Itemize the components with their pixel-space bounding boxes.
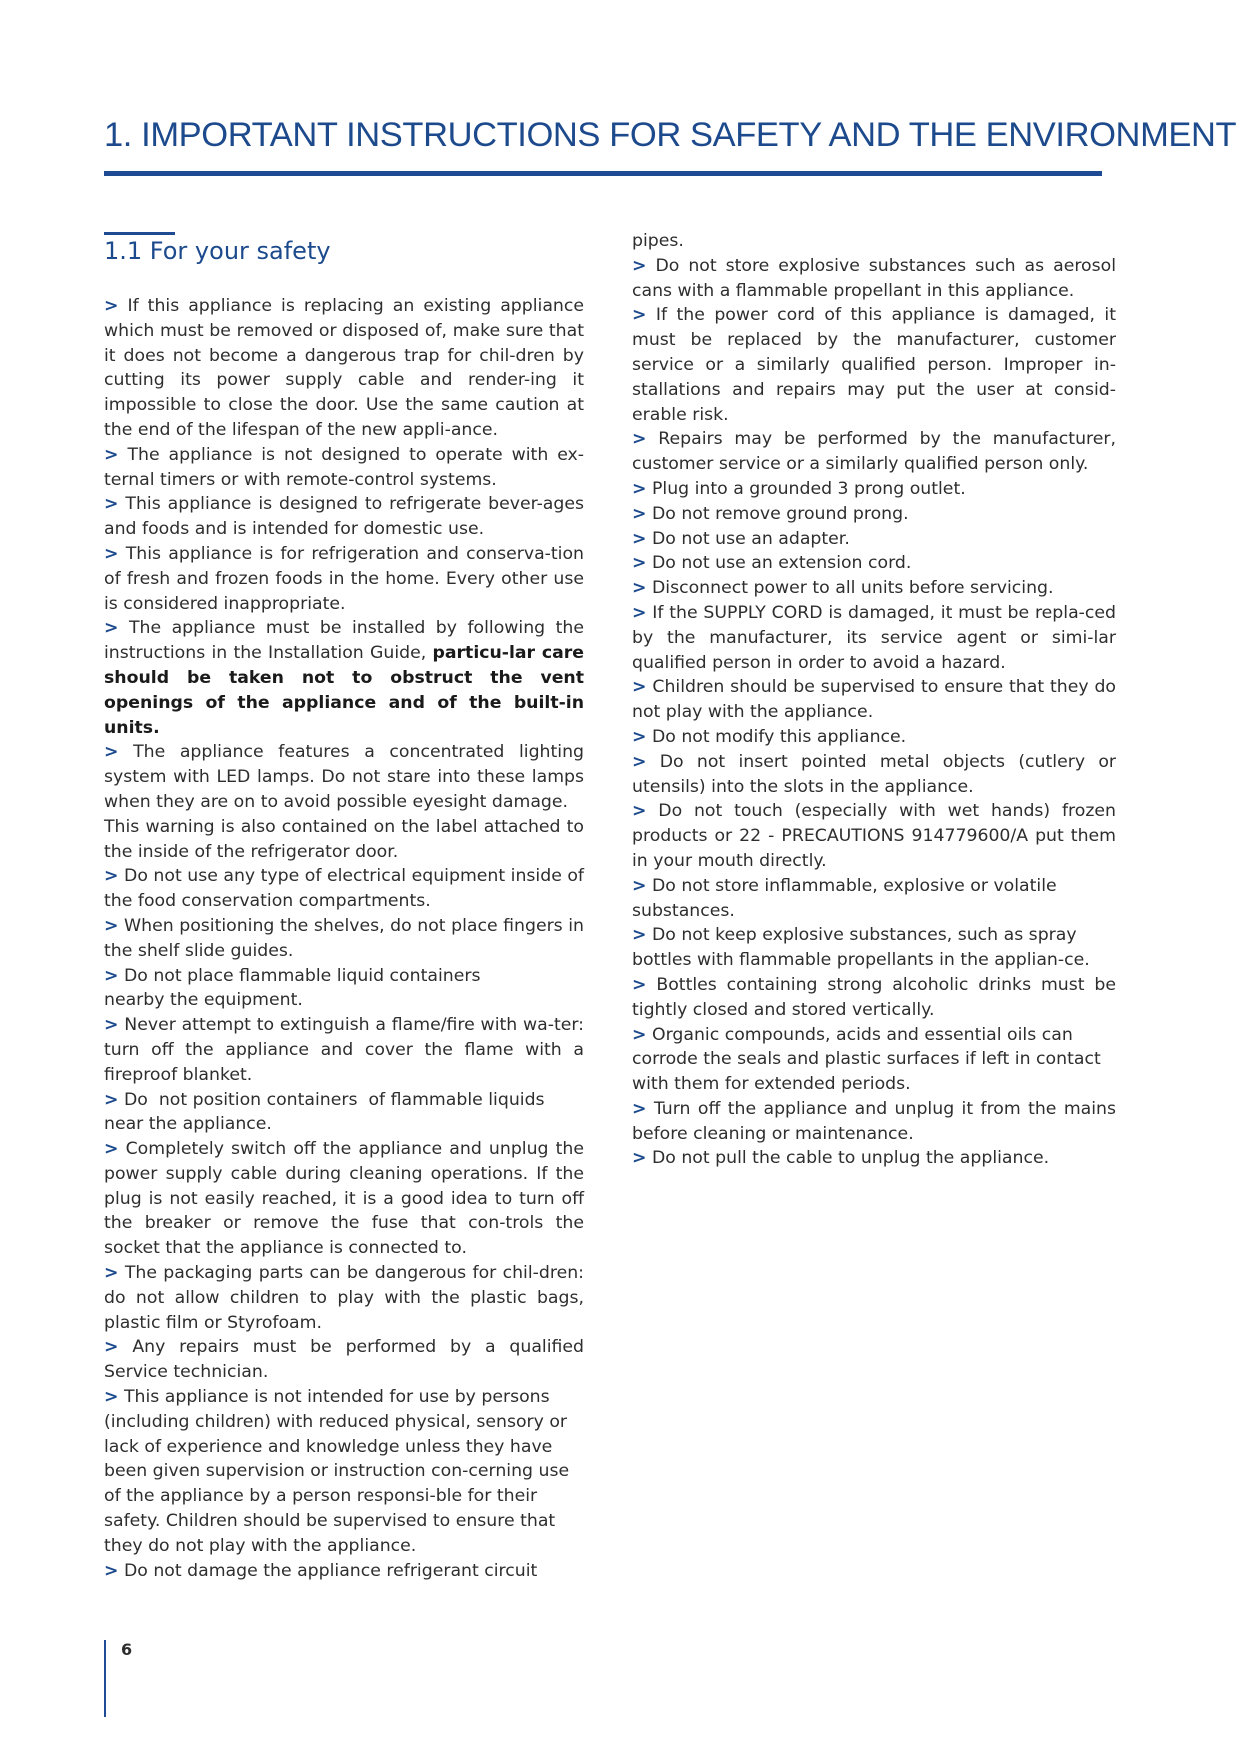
safety-item: > Do not store explosive substances such as aerosol cans with a flammable propellant in this appliance. [632, 255, 1116, 301]
bullet-arrow-icon: > [632, 751, 647, 772]
safety-item: > The appliance features a concentrated lighting system with LED lamps. Do not stare into these lamps when they are on to avoid possible eyesight damage. [104, 742, 584, 812]
section-title: 1.1 For your safety [104, 237, 331, 265]
safety-item: > The packaging parts can be dangerous for chil-dren: do not allow children to play with the plastic bags, plastic film or Styrofoam. [104, 1263, 584, 1333]
continued-text: pipes. [632, 231, 684, 251]
bullet-arrow-icon: > [632, 925, 647, 946]
bullet-arrow-icon: > [632, 503, 647, 524]
safety-item: > If the SUPPLY CORD is damaged, it must be repla-ced by the manufacturer, its service agent or simi-lar qualified person in order to avoid a hazard. [632, 602, 1117, 673]
bullet-arrow-icon: > [104, 1263, 119, 1284]
safety-item: > This appliance is for refrigeration and conserva-tion of fresh and frozen foods in the home. Every other use is considered inappropriate. [104, 543, 584, 614]
safety-item: > Do not use an adapter. [632, 528, 850, 549]
safety-note: This warning is also contained on the label attached to the inside of the refrigerator door. [104, 816, 584, 862]
safety-item: > Completely switch off the appliance and unplug the power supply cable during cleaning operations. If the plug is not easily reached, it is a good idea to turn off the breaker or remove the fuse that con-trols the socket that the appliance is connected to. [104, 1139, 584, 1259]
safety-item: > Do not store inflammable, explosive or volatile substances. [632, 875, 1057, 921]
safety-item: > Plug into a grounded 3 prong outlet. [632, 478, 966, 499]
bullet-arrow-icon: > [632, 726, 647, 747]
safety-item: > Do not use any type of electrical equipment inside of the food conservation compartments. [104, 866, 584, 912]
bullet-arrow-icon: > [104, 1387, 119, 1408]
safety-item: > If this appliance is replacing an existing appliance which must be removed or disposed of, make sure that it does not become a dangerous trap for chil-dren by cutting its power supply cable and render-ing it impossible to close the door. Use the same caution at the end of the lifespan of the new appli-ance. [104, 296, 584, 440]
page-number: 6 [121, 1640, 133, 1659]
safety-item: > Do not use an extension cord. [632, 553, 912, 574]
bullet-arrow-icon: > [104, 1089, 119, 1110]
title-underline-divider [104, 171, 1102, 176]
safety-item: > Bottles containing strong alcoholic drinks must be tightly closed and stored vertically. [632, 974, 1116, 1020]
bullet-arrow-icon: > [104, 618, 119, 639]
safety-item: > Do not damage the appliance refrigerant circuit [104, 1560, 538, 1581]
bullet-arrow-icon: > [104, 1015, 119, 1036]
bullet-arrow-icon: > [104, 1560, 119, 1581]
bullet-arrow-icon: > [104, 494, 119, 515]
safety-item: > Do not pull the cable to unplug the appliance. [632, 1148, 1050, 1169]
bullet-arrow-icon: > [104, 543, 119, 564]
safety-item: > Children should be supervised to ensure that they do not play with the appliance. [632, 677, 1116, 723]
safety-item: > Repairs may be performed by the manufacturer, customer service or a similarly qualified person only. [632, 429, 1116, 475]
left-column [104, 294, 584, 1583]
safety-item: > The appliance must be installed by following the instructions in the Installation Guide, particu-lar care should be taken not to obstruct the vent openings of the appliance and of the built-in units. [104, 618, 584, 738]
safety-item: > The appliance is not designed to operate with ex-ternal timers or with remote-control systems. [104, 444, 585, 490]
right-column [632, 229, 1116, 1171]
bullet-arrow-icon: > [632, 478, 647, 499]
bullet-arrow-icon: > [632, 677, 647, 698]
bullet-arrow-icon: > [632, 602, 647, 623]
safety-item: > When positioning the shelves, do not place fingers in the shelf slide guides. [104, 915, 584, 961]
bullet-arrow-icon: > [632, 801, 647, 822]
safety-item: > Do not remove ground prong. [632, 503, 909, 524]
safety-item: > Do not modify this appliance. [632, 726, 907, 747]
bullet-arrow-icon: > [104, 965, 119, 986]
bullet-arrow-icon: > [632, 255, 647, 276]
safety-item: > Do not touch (especially with wet hands) frozen products or 22 - PRECAUTIONS 914779600/A put them in your mouth directly. [632, 801, 1117, 871]
page-number-rule [104, 1640, 106, 1717]
bullet-arrow-icon: > [632, 1148, 647, 1169]
bullet-arrow-icon: > [632, 429, 647, 450]
safety-item: > Do not place flammable liquid containers nearby the equipment. [104, 965, 481, 1011]
vent-warning-bold: particu-lar care should be taken not to obstruct the vent openings of the appliance and of the built-in units. [104, 643, 584, 738]
bullet-arrow-icon: > [632, 875, 647, 896]
bullet-arrow-icon: > [104, 866, 119, 887]
safety-item: > Never attempt to extinguish a flame/fire with wa-ter: turn off the appliance and cover the flame with a fireproof blanket. [104, 1015, 584, 1085]
safety-item: > If the power cord of this appliance is damaged, it must be replaced by the manufacturer, customer service or a similarly qualified person. Improper in-stallations and repairs may put the user at consid-erable risk. [632, 305, 1116, 425]
safety-item: > Any repairs must be performed by a qualified Service technician. [104, 1337, 585, 1383]
bullet-arrow-icon: > [632, 553, 647, 574]
bullet-arrow-icon: > [632, 578, 647, 599]
safety-item: > This appliance is designed to refrigerate bever-ages and foods and is intended for domestic use. [104, 494, 585, 540]
bullet-arrow-icon: > [104, 296, 119, 316]
bullet-arrow-icon: > [632, 1098, 647, 1119]
bullet-arrow-icon: > [104, 742, 119, 763]
bullet-arrow-icon: > [632, 1024, 647, 1045]
safety-item: > Do not position containers of flammable liquids near the appliance. [104, 1089, 551, 1135]
safety-item: > Do not keep explosive substances, such as spray bottles with flammable propellants in the applian-ce. [632, 925, 1090, 971]
bullet-arrow-icon: > [104, 915, 119, 936]
bullet-arrow-icon: > [104, 1337, 119, 1358]
bullet-arrow-icon: > [104, 1139, 119, 1160]
bullet-arrow-icon: > [104, 444, 119, 465]
page-title: 1. IMPORTANT INSTRUCTIONS FOR SAFETY AND THE ENVIRONMENT [104, 116, 1237, 154]
safety-item: > This appliance is not intended for use by persons (including children) with reduced physical, sensory or lack of experience and knowledge unless they have been given supervision or instruction con-cerning use of the appliance by a person responsi-ble for their safety. Children should be supervised to ensure that they do not play with the appliance. [104, 1387, 570, 1556]
bullet-arrow-icon: > [632, 305, 647, 326]
safety-item: > Disconnect power to all units before servicing. [632, 578, 1054, 599]
safety-item: > Organic compounds, acids and essential oils can corrode the seals and plastic surfaces if left in contact with them for extended periods. [632, 1024, 1101, 1095]
safety-item: > Do not insert pointed metal objects (cutlery or utensils) into the slots in the appliance. [632, 751, 1116, 797]
bullet-arrow-icon: > [632, 528, 647, 549]
safety-item: > Turn off the appliance and unplug it from the mains before cleaning or maintenance. [632, 1098, 1117, 1144]
bullet-arrow-icon: > [632, 974, 647, 995]
